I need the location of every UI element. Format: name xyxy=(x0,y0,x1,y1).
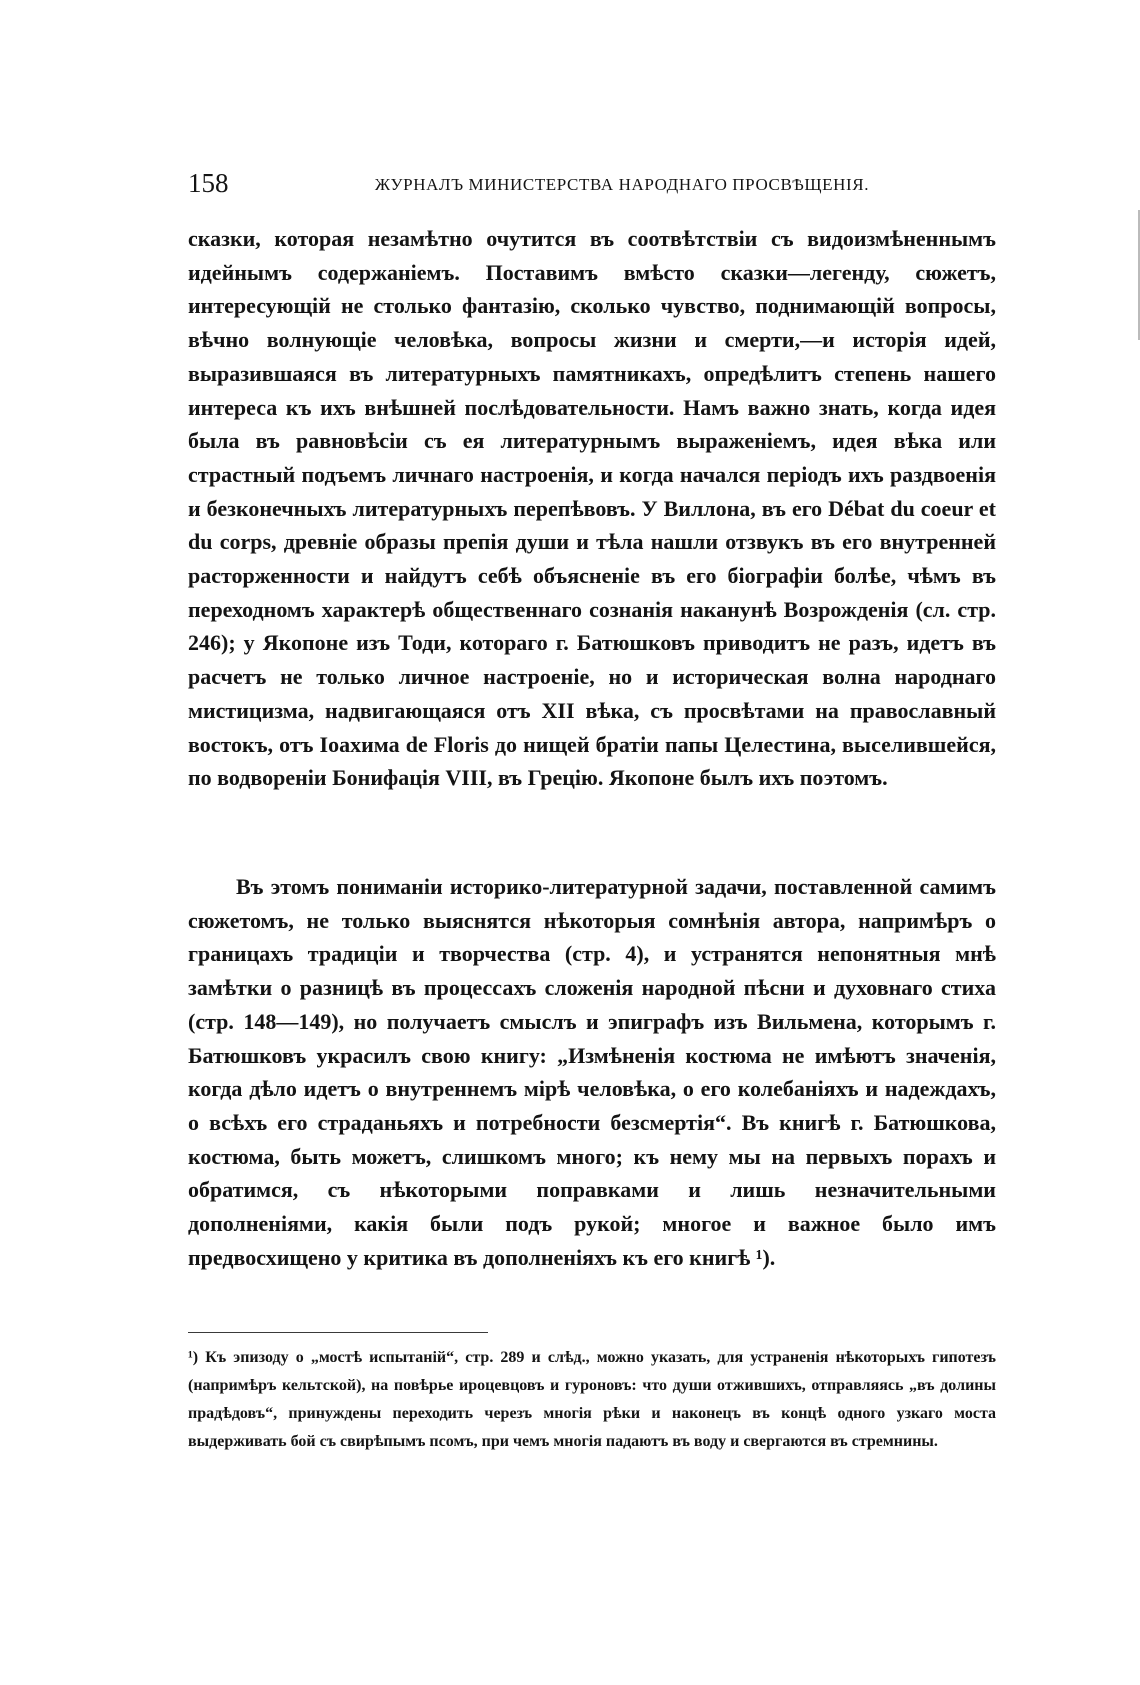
paragraph-2: Въ этомъ пониманіи историко-литературной задачи, поставленной самимъ сюжетомъ, не только выяснятся нѣкоторыя сомнѣнія автора, напримѣръ о границахъ традиціи и творчества (стр. 4), и устранятся непонятныя мнѣ замѣтки о разницѣ въ процессахъ сложенія народной пѣсни и духовнаго стиха (стр. 148—149), но получаетъ смыслъ и эпиграфъ изъ Вильмена, которымъ г. Батюшковъ украсилъ свою книгу: „Измѣненія костюма не имѣютъ значенія, когда дѣло идетъ о внутреннемъ мірѣ человѣка, о его колебаніяхъ и надеждахъ, о всѣхъ его страданьяхъ и потребности безсмертія“. Въ книгѣ г. Батюшкова, костюма, быть можетъ, слишкомъ много; къ нему мы на первыхъ порахъ и обратимся, съ нѣкоторыми поправками и лишь незначительными дополненіями, какія были подъ рукой; многое и важное было имъ предвосхищено у критика въ дополненіяхъ къ его книгѣ ¹). xyxy=(188,874,996,1270)
running-header xyxy=(188,166,996,200)
page-number: 158 xyxy=(188,168,229,198)
paragraph-1: сказки, которая незамѣтно очутится въ соотвѣтствіи съ видоизмѣненнымъ идейнымъ содержаніемъ. Поставимъ вмѣсто сказки—легенду, сюжетъ, интересующій не столько фантазію, сколько чувство, поднимающій вопросы, вѣчно волнующіе человѣка, вопросы жизни и смерти,—и исторія идей, выразившаяся въ литературныхъ памятникахъ, опредѣлитъ степень нашего интереса къ ихъ внѣшней послѣдовательности. Намъ важно знать, когда идея была въ равновѣсіи съ ея литературнымъ выраженіемъ, идея вѣка или страстный подъемъ личнаго настроенія, и когда начался періодъ ихъ раздвоенія и безконечныхъ литературныхъ перепѣвовъ. У Виллона, въ его Débat du coeur et du corps, древніе образы препія души и тѣла нашли отзвукъ въ его внутренней расторженности и найдутъ себѣ объясненіе въ его біографіи болѣе, чѣмъ въ переходномъ характерѣ общественнаго сознанія наканунѣ Возрожденія (сл. стр. 246); у Якопоне изъ Тоди, котораго г. Батюшковъ приводитъ не разъ, идетъ въ расчетъ не только личное настроеніе, но и историческая волна народнаго мистицизма, надвигающаяся отъ XII вѣка, съ просвѣтами на православный востокъ, отъ Іоахима de Floris до нищей братіи папы Целестина, выселившейся, по водвореніи Бонифація VIII, въ Грецію. Якопоне былъ ихъ поэтомъ. xyxy=(188,226,996,791)
body-text xyxy=(188,222,996,1326)
footnote: ¹) Къ эпизоду о „мостѣ испытаній“, стр. 289 и слѣд., можно указать, для устраненія нѣкоторыхъ гипотезъ (напримѣръ кельтской), на повѣрье ироцевцовъ и гуроновъ: что души отжившихъ, отправляясь „въ долины прадѣдовъ“, принуждены переходить черезъ многія рѣки и наконецъ въ концѣ одного узкаго моста выдерживать бой съ свирѣпымъ псомъ, при чемъ многія падаютъ въ воду и свергаются въ стремнины. xyxy=(188,1349,996,1450)
footnote-separator xyxy=(188,1332,488,1333)
journal-title: ЖУРНАЛЪ МИНИСТЕРСТВА НАРОДНАГО ПРОСВѢЩЕНІЯ. xyxy=(374,175,870,194)
